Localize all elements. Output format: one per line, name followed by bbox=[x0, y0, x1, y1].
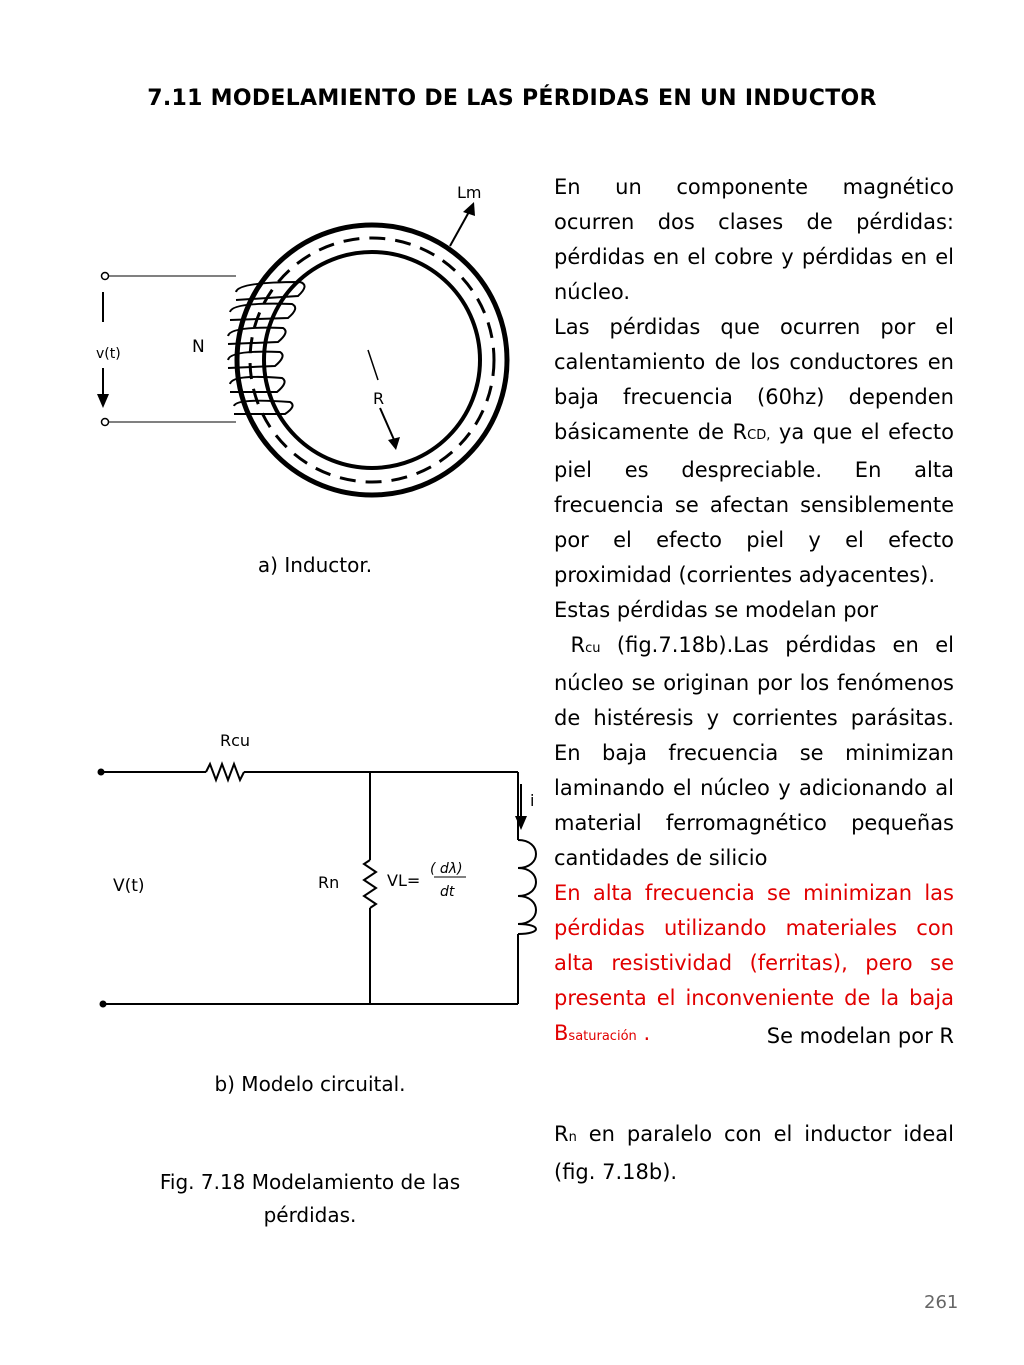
page-number: 261 bbox=[924, 1292, 959, 1313]
paragraph-4: En alta frecuencia se minimizan las pérdidas utilizando materiales con alta resistividad (ferritas), pero se presenta el inconveniente de la baja Bsaturación . bbox=[554, 881, 954, 1045]
paragraph-5: Se modelan por R bbox=[766, 1024, 954, 1048]
rn-resistor bbox=[364, 860, 376, 908]
caption-a: a) Inductor. bbox=[257, 553, 373, 577]
rcu-resistor bbox=[206, 764, 244, 780]
label-vt-b: V(t) bbox=[113, 876, 145, 896]
body-text-end: Rn en paralelo con el inductor ideal (fig. 7.18b). bbox=[554, 1122, 954, 1184]
paragraph-2: Las pérdidas que ocurren por el calentamiento de los conductores en baja frecuencia (60hz) dependen básicamente de RCD, ya que el efecto piel es despreciable. En alta frecuencia se afectan sensiblemente por el efecto piel y el efecto proximidad (corrientes adyacentes). bbox=[554, 315, 954, 587]
label-vl-den: dt bbox=[440, 884, 455, 900]
figure-caption-line2: pérdidas. bbox=[263, 1203, 357, 1227]
current-arrow-icon bbox=[515, 816, 527, 830]
label-i: i bbox=[530, 791, 535, 810]
label-n: N bbox=[192, 337, 205, 357]
page-title: 7.11 MODELAMIENTO DE LAS PÉRDIDAS EN UN INDUCTOR bbox=[147, 86, 877, 111]
label-rn: Rn bbox=[318, 873, 340, 892]
caption-b: b) Modelo circuital. bbox=[214, 1072, 406, 1096]
label-vl-num: ( dλ) bbox=[430, 861, 463, 877]
terminal-b-bottom bbox=[100, 1001, 107, 1008]
label-r: R bbox=[373, 389, 385, 408]
paragraph-3: Estas pérdidas se modelan por Rcu (fig.7.18b).Las pérdidas en el núcleo se originan por los fenómenos de histéresis y corrientes parásitas. En baja frecuencia se minimizan laminando el núcleo y adicionando al material ferromagnético pequeñas cantidades de silicio bbox=[554, 598, 954, 870]
label-rcu: Rcu bbox=[220, 731, 251, 750]
paragraph-1: En un componente magnético ocurren dos clases de pérdidas: pérdidas en el cobre y pérdidas en el núcleo. bbox=[554, 175, 954, 304]
terminal-bottom bbox=[102, 419, 109, 426]
inductor-coil bbox=[518, 840, 536, 934]
terminal-top bbox=[102, 273, 109, 280]
label-lm: Lm bbox=[457, 183, 482, 202]
figure-caption-line1: Fig. 7.18 Modelamiento de las bbox=[159, 1170, 461, 1194]
terminal-b-top bbox=[98, 769, 105, 776]
toroid-figure bbox=[96, 183, 507, 495]
body-text bbox=[554, 170, 954, 1054]
label-vt: v(t) bbox=[96, 346, 121, 362]
label-vl: VL= bbox=[387, 871, 421, 890]
